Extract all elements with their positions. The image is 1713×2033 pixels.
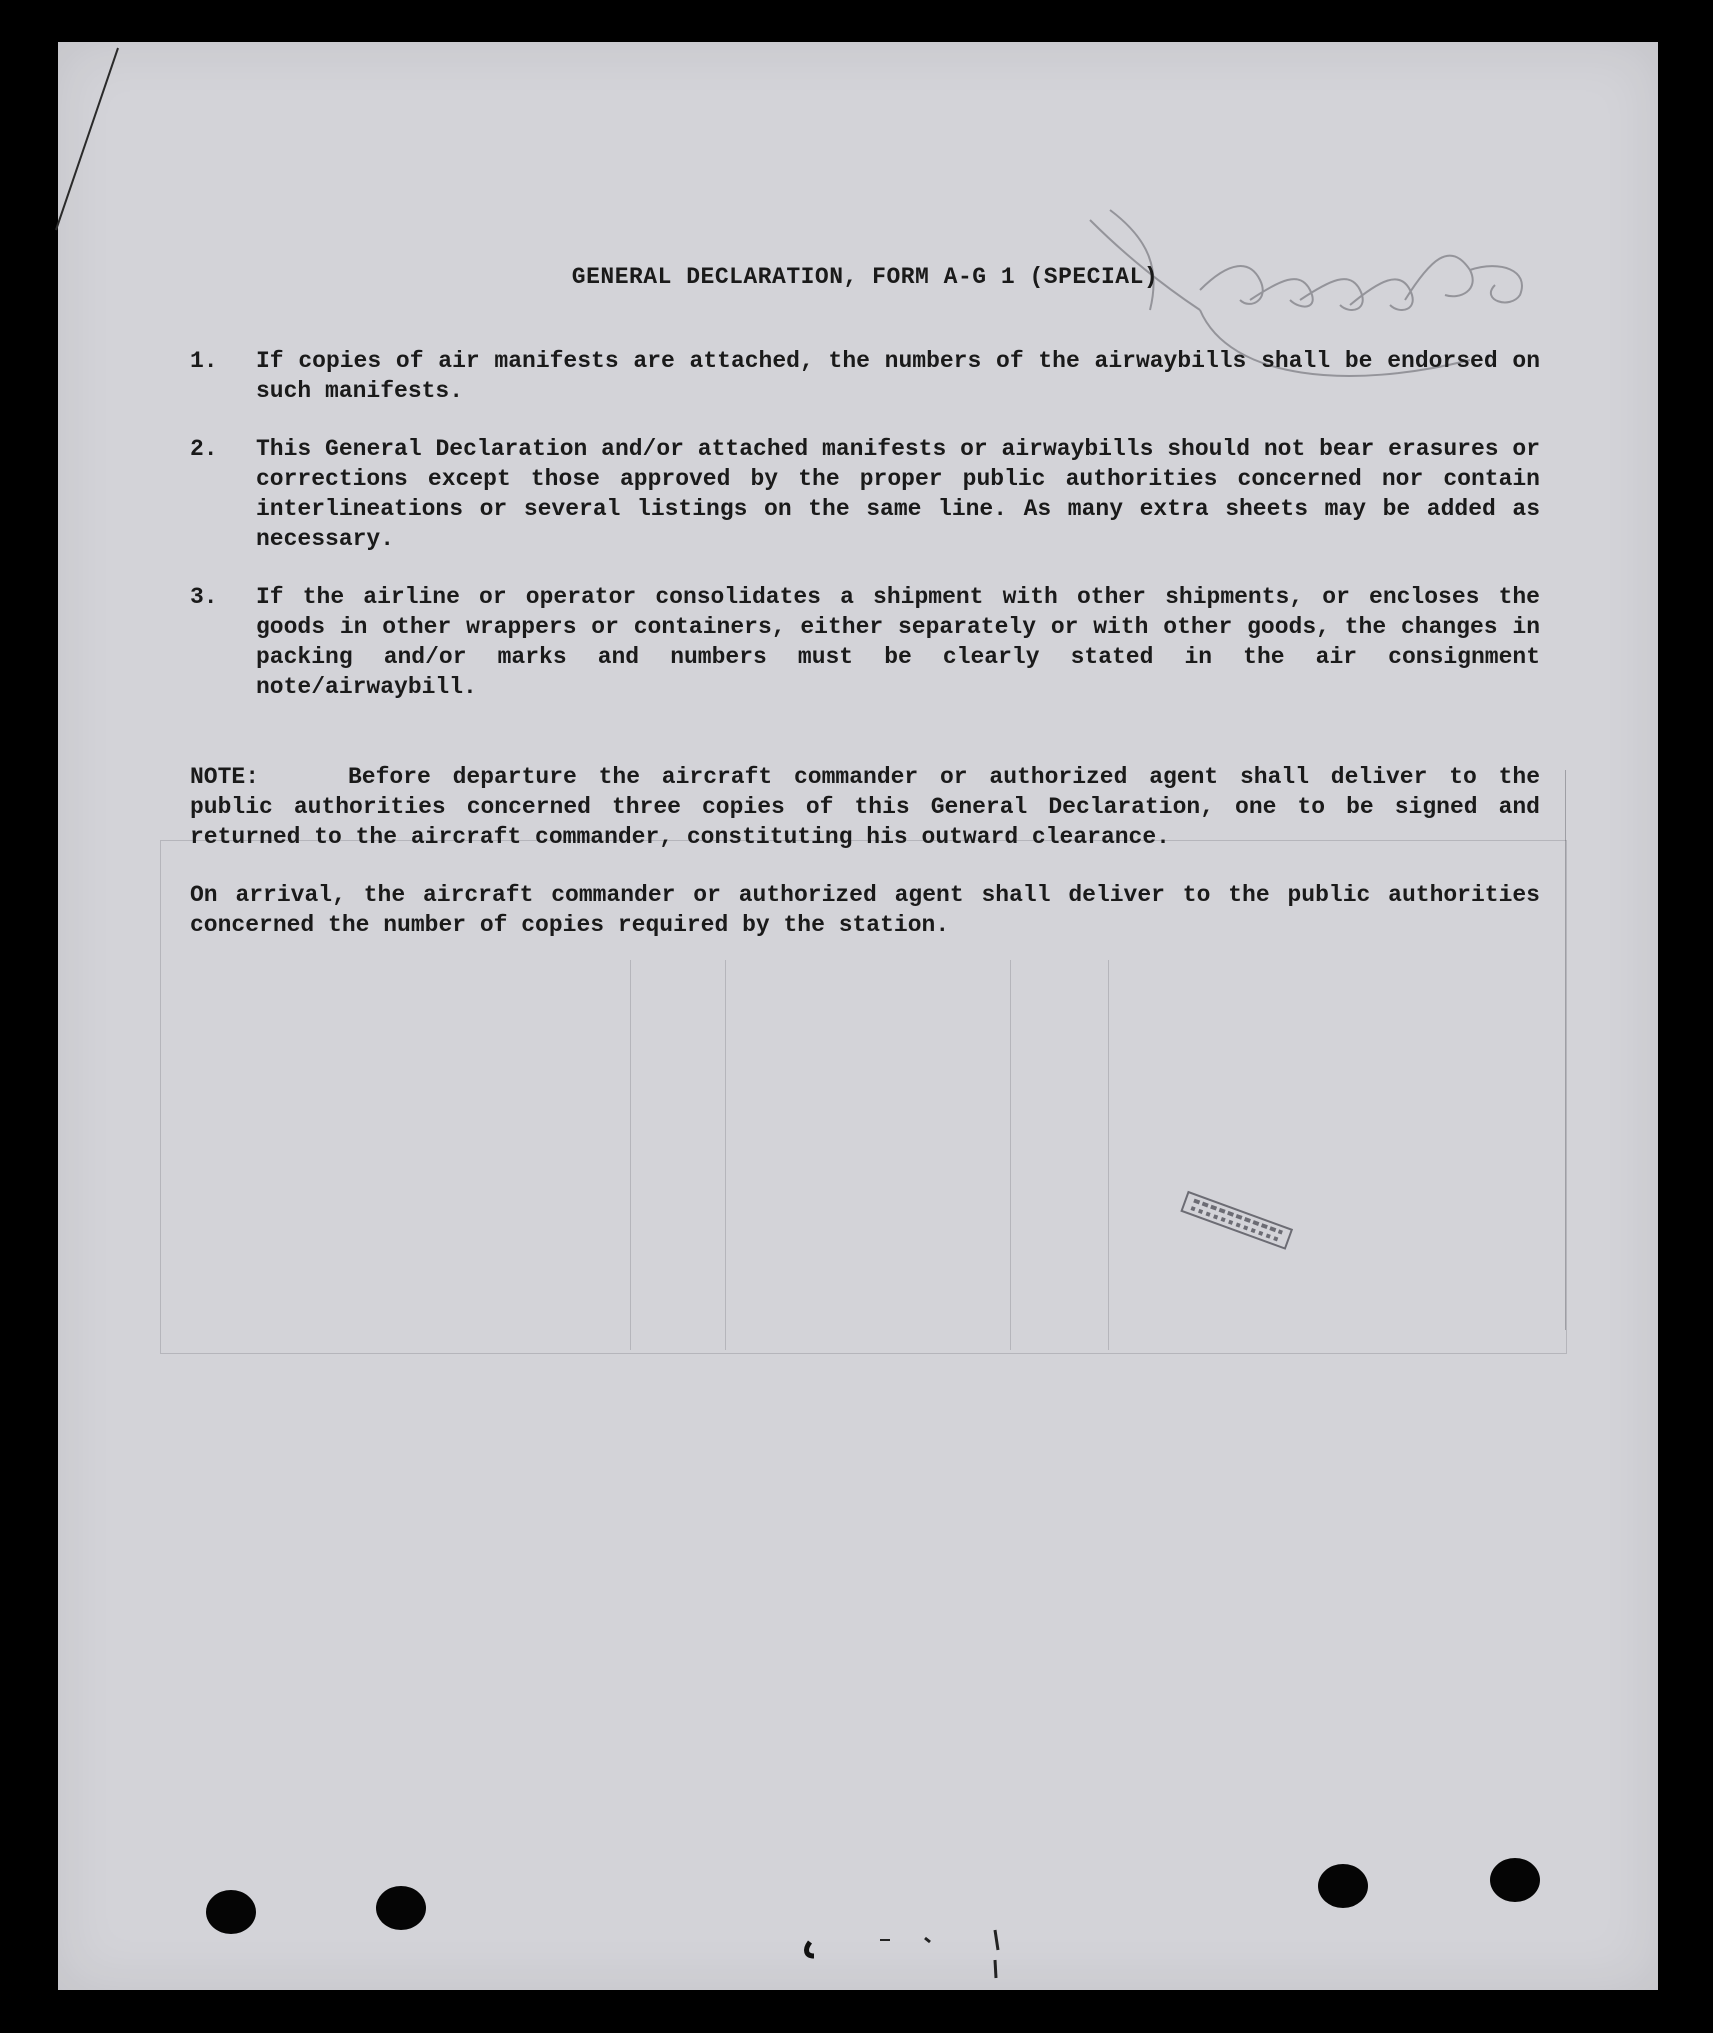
arrival-paragraph: On arrival, the aircraft commander or authorized agent shall deliver to the public authorities concerned the number of copies required by the station. — [190, 882, 1540, 938]
bottom-edge-marks — [790, 1920, 1030, 1980]
note-label: NOTE: — [190, 764, 260, 790]
declaration-content — [190, 262, 1540, 940]
folded-corner-mark — [50, 40, 130, 240]
item-text: If copies of air manifests are attached, the numbers of the airwaybills shall be endorsed on such manifests. — [256, 348, 1540, 404]
note-paragraph — [190, 762, 1540, 852]
item-number: 3. — [190, 584, 218, 610]
punch-hole — [206, 1890, 256, 1934]
instruction-item — [190, 346, 1540, 406]
form-title: GENERAL DECLARATION, FORM A-G 1 (SPECIAL) — [571, 264, 1159, 290]
punch-hole — [1318, 1864, 1368, 1908]
item-text: If the airline or operator consolidates a shipment with other shipments, or encloses the goods in other wrappers or containers, either separately or with other goods, the changes in packing and/or marks and numbers must be clearly stated in the air consignment note/airwaybill. — [256, 584, 1540, 700]
item-number: 2. — [190, 436, 218, 462]
item-text: This General Declaration and/or attached manifests or airwaybills should not bear erasures or corrections except those approved by the proper public authorities concerned nor contain interlineations or several listings on the same line. As many extra sheets may be added as necessary. — [256, 436, 1540, 552]
instruction-item — [190, 434, 1540, 554]
item-number: 1. — [190, 348, 218, 374]
mirrored-stamp-mark — [1160, 1180, 1310, 1270]
note-text: Before departure the aircraft commander or authorized agent shall deliver to the public authorities concerned three copies of this General Declaration, one to be signed and returned to the aircraft commander, constituting his outward clearance. — [190, 764, 1540, 850]
instruction-item — [190, 582, 1540, 702]
punch-hole — [1490, 1858, 1540, 1902]
punch-hole — [376, 1886, 426, 1930]
